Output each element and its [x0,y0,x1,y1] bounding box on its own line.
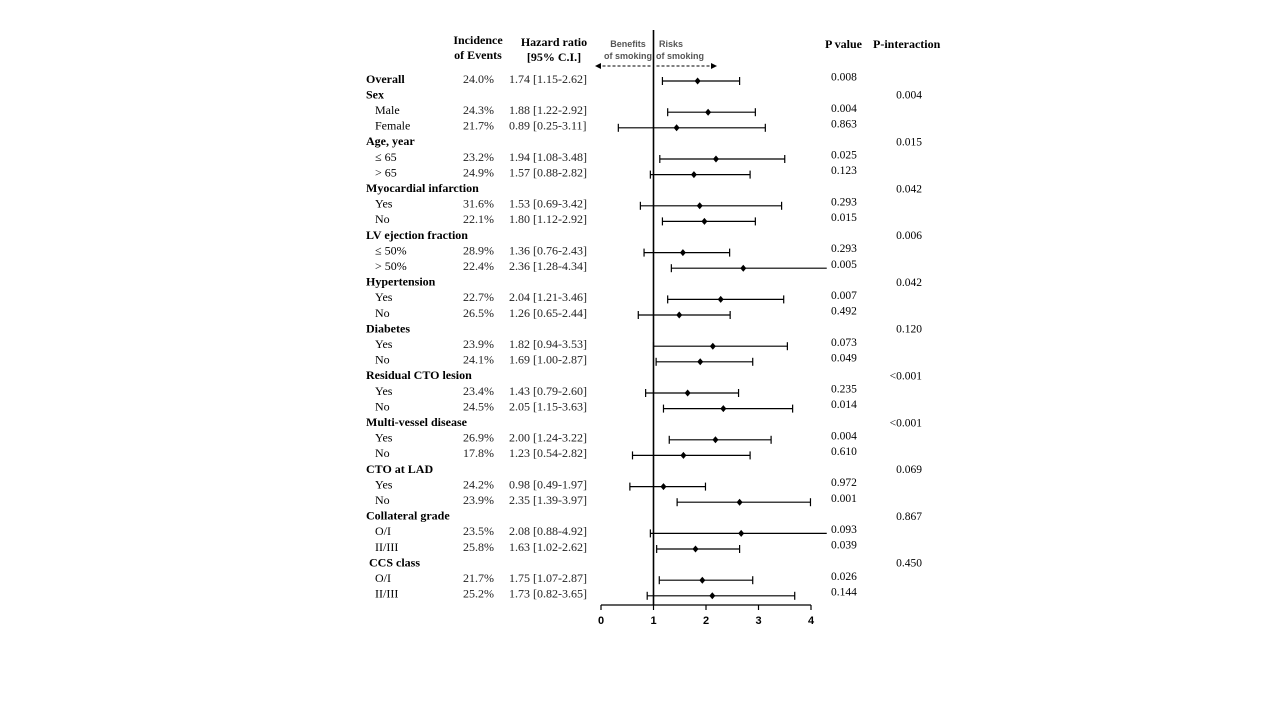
row-hr-text-11: 1.36 [0.76-2.43] [509,243,587,258]
row-pvalue-12: 0.005 [831,258,857,271]
row-pvalue-5: 0.025 [831,149,857,162]
hr-point-17 [710,343,716,350]
row-hr-text-32: 1.75 [1.07-2.87] [509,570,587,585]
row-label-24: No [375,446,390,461]
row-label-5: ≤ 65 [375,149,397,164]
hr-point-18 [697,358,703,365]
row-hr-text-12: 2.36 [1.28-4.34] [509,258,587,273]
row-incidence-9: 22.1% [463,212,494,227]
row-pvalue-32: 0.026 [831,570,857,583]
x-tick-label-1: 1 [650,614,657,627]
hr-point-0 [695,78,701,85]
row-pinteraction-13: 0.042 [896,276,922,289]
row-pinteraction-31: 0.450 [896,557,922,570]
hr-point-15 [676,312,682,319]
row-pvalue-9: 0.015 [831,212,857,225]
row-label-10: LV ejection fraction [366,227,468,242]
row-hr-text-26: 0.98 [0.49-1.97] [509,477,587,492]
hr-point-32 [699,577,705,584]
row-incidence-29: 23.5% [463,524,494,539]
row-label-12: > 50% [375,258,407,273]
row-hr-text-30: 1.63 [1.02-2.62] [509,539,587,554]
row-hr-text-8: 1.53 [0.69-3.42] [509,196,587,211]
row-pvalue-8: 0.293 [831,196,857,209]
row-incidence-32: 21.7% [463,570,494,585]
hr-point-26 [660,483,666,490]
row-hr-text-9: 1.80 [1.12-2.92] [509,212,587,227]
plot-layer [366,30,922,627]
hazard-ratio-header-line2: [95% C.I.] [526,50,582,64]
row-pinteraction-10: 0.006 [896,230,922,243]
row-incidence-33: 25.2% [463,586,494,601]
row-label-29: O/I [375,524,391,539]
row-pinteraction-19: <0.001 [889,370,922,383]
row-incidence-14: 22.7% [463,290,494,305]
hr-point-27 [737,499,743,506]
row-pinteraction-16: 0.120 [896,323,922,336]
incidence-header-line2: of Events [454,48,502,62]
row-incidence-20: 23.4% [463,383,494,398]
row-incidence-18: 24.1% [463,352,494,367]
row-hr-text-23: 2.00 [1.24-3.22] [509,430,587,445]
row-label-19: Residual CTO lesion [366,368,472,383]
hr-point-30 [693,546,699,553]
row-label-32: O/I [375,570,391,585]
row-incidence-3: 21.7% [463,118,494,133]
x-tick-label-0: 0 [597,614,605,627]
row-label-7: Myocardial infarction [366,180,479,195]
row-hr-text-18: 1.69 [1.00-2.87] [509,352,587,367]
hr-point-29 [738,530,744,537]
row-incidence-15: 26.5% [463,305,494,320]
row-hr-text-29: 2.08 [0.88-4.92] [509,524,587,539]
row-label-14: Yes [375,290,393,305]
row-hr-text-5: 1.94 [1.08-3.48] [509,149,587,164]
row-incidence-30: 25.8% [463,539,494,554]
row-pvalue-20: 0.235 [831,383,857,396]
row-label-27: No [375,492,390,507]
x-tick-label-4: 4 [807,614,815,627]
row-incidence-26: 24.2% [463,477,494,492]
x-tick-label-3: 3 [755,614,762,627]
row-label-31: CCS class [369,555,421,570]
row-incidence-24: 17.8% [463,446,494,461]
row-label-11: ≤ 50% [375,243,407,258]
row-incidence-2: 24.3% [463,102,494,117]
row-hr-text-14: 2.04 [1.21-3.46] [509,290,587,305]
hr-point-9 [701,218,707,225]
row-hr-text-21: 2.05 [1.15-3.63] [509,399,587,414]
risks-label-line2: of smoking [656,51,705,61]
row-hr-text-6: 1.57 [0.88-2.82] [509,165,587,180]
row-label-8: Yes [375,196,393,211]
row-pvalue-2: 0.004 [831,102,857,115]
row-incidence-23: 26.9% [463,430,494,445]
hr-point-24 [680,452,686,459]
row-hr-text-20: 1.43 [0.79-2.60] [509,383,587,398]
row-pvalue-24: 0.610 [831,446,857,459]
benefits-label-line1: Benefits [610,39,646,49]
row-incidence-17: 23.9% [463,336,494,351]
row-label-20: Yes [375,383,393,398]
row-pinteraction-25: 0.069 [896,464,922,477]
row-pinteraction-1: 0.004 [896,89,922,102]
row-incidence-12: 22.4% [463,258,494,273]
row-label-1: Sex [366,87,384,102]
row-label-2: Male [375,102,400,117]
row-label-16: Diabetes [366,321,410,336]
row-hr-text-3: 0.89 [0.25-3.11] [509,118,587,133]
row-pvalue-21: 0.014 [831,399,857,412]
row-hr-text-33: 1.73 [0.82-3.65] [509,586,587,601]
row-label-9: No [375,212,390,227]
row-pvalue-23: 0.004 [831,430,857,443]
row-pvalue-17: 0.073 [831,336,857,349]
hr-point-6 [691,171,697,178]
row-pvalue-14: 0.007 [831,290,857,303]
hr-point-3 [674,124,680,131]
hr-point-23 [712,436,718,443]
hr-point-14 [718,296,724,303]
row-label-0: Overall [366,71,405,86]
row-pvalue-29: 0.093 [831,524,857,537]
row-pinteraction-22: <0.001 [889,417,922,430]
row-pvalue-18: 0.049 [831,352,857,365]
row-label-26: Yes [375,477,393,492]
row-pvalue-6: 0.123 [831,165,857,178]
row-pvalue-27: 0.001 [831,492,857,505]
row-label-13: Hypertension [366,274,436,289]
row-pinteraction-7: 0.042 [896,183,922,196]
incidence-header-line1: Incidence [453,33,503,47]
row-label-6: > 65 [375,165,397,180]
pvalue-header: P value [825,37,863,51]
row-incidence-27: 23.9% [463,492,494,507]
row-label-3: Female [375,118,411,133]
row-pinteraction-28: 0.867 [896,510,922,523]
row-hr-text-24: 1.23 [0.54-2.82] [509,446,587,461]
row-label-22: Multi-vessel disease [366,414,467,429]
row-incidence-21: 24.5% [463,399,494,414]
row-label-18: No [375,352,390,367]
hr-point-12 [740,265,746,272]
row-pvalue-3: 0.863 [831,118,857,131]
row-label-15: No [375,305,390,320]
row-label-30: II/III [375,539,399,554]
row-incidence-5: 23.2% [463,149,494,164]
row-hr-text-0: 1.74 [1.15-2.62] [509,71,587,86]
row-pvalue-11: 0.293 [831,243,857,256]
risks-label-line1: Risks [659,39,684,49]
benefits-label-line2: of smoking [603,51,652,61]
row-hr-text-2: 1.88 [1.22-2.92] [509,102,587,117]
row-label-28: Collateral grade [366,508,450,523]
row-hr-text-15: 1.26 [0.65-2.44] [509,305,587,320]
hr-point-33 [709,592,715,599]
row-label-4: Age, year [366,134,415,149]
row-pvalue-30: 0.039 [831,539,857,552]
row-incidence-8: 31.6% [463,196,494,211]
row-pvalue-15: 0.492 [831,305,857,318]
row-label-23: Yes [375,430,393,445]
hr-point-8 [697,202,703,209]
row-pvalue-0: 0.008 [831,71,857,84]
row-hr-text-27: 2.35 [1.39-3.97] [509,492,587,507]
pinteraction-header: P-interaction [873,37,941,51]
row-incidence-6: 24.9% [463,165,494,180]
row-hr-text-17: 1.82 [0.94-3.53] [509,336,587,351]
hr-point-2 [705,109,711,116]
row-incidence-0: 24.0% [463,71,494,86]
row-label-17: Yes [375,336,393,351]
hazard-ratio-header-line1: Hazard ratio [520,35,588,49]
row-incidence-11: 28.9% [463,243,494,258]
row-label-33: II/III [375,586,399,601]
row-pvalue-33: 0.144 [831,586,857,599]
hr-point-20 [685,390,691,397]
x-tick-label-2: 2 [702,614,710,627]
hr-point-5 [713,156,719,163]
row-pinteraction-4: 0.015 [896,136,922,149]
hr-point-11 [680,249,686,256]
row-pvalue-26: 0.972 [831,477,857,490]
row-label-21: No [375,399,390,414]
hr-point-21 [720,405,726,412]
row-label-25: CTO at LAD [366,461,434,476]
